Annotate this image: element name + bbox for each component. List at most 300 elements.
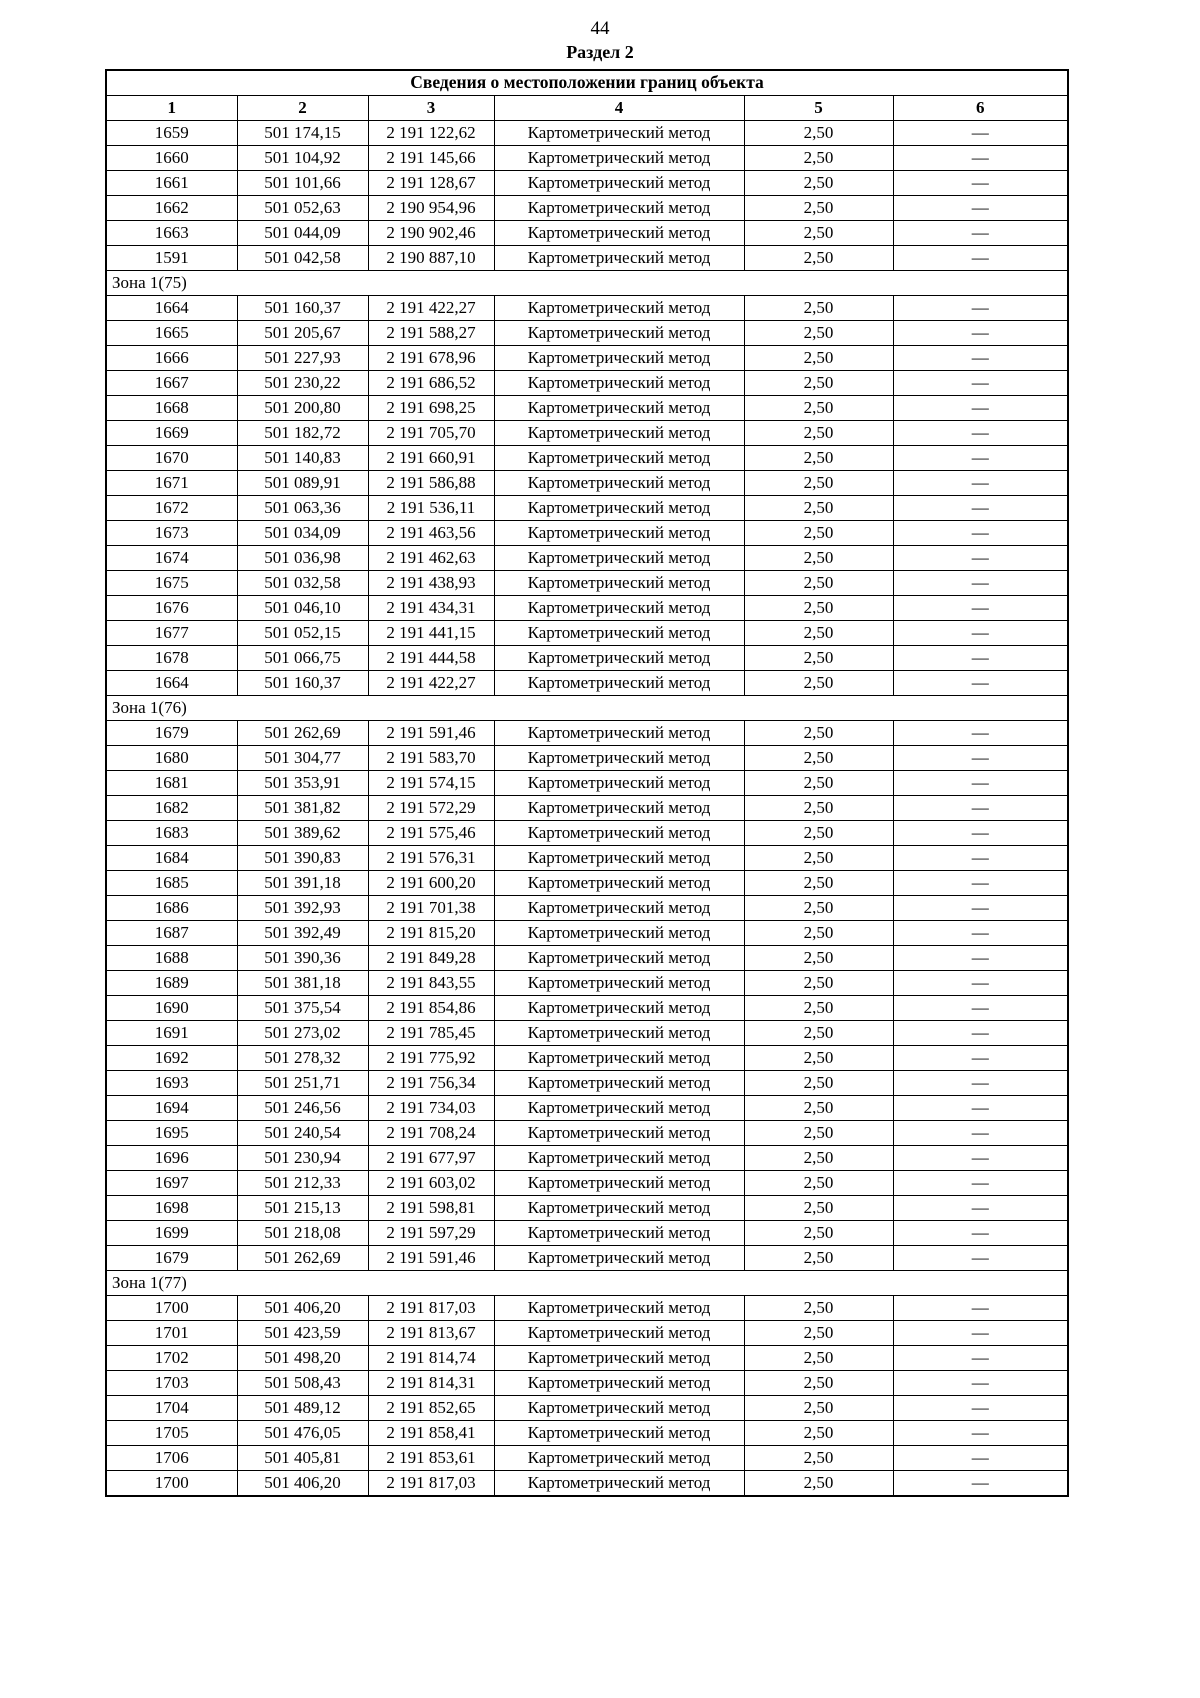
coord-y: 2 191 463,56 <box>368 521 494 546</box>
coord-y: 2 191 813,67 <box>368 1321 494 1346</box>
accuracy: 2,50 <box>744 946 893 971</box>
point-number: 1673 <box>106 521 237 546</box>
accuracy: 2,50 <box>744 1171 893 1196</box>
section-title: Раздел 2 <box>566 42 634 62</box>
table-row <box>106 246 1068 271</box>
method: Картометрический метод <box>494 321 744 346</box>
point-number: 1699 <box>106 1221 237 1246</box>
coord-x: 501 498,20 <box>237 1346 368 1371</box>
col6-value: — <box>893 171 1068 196</box>
col6-value: — <box>893 471 1068 496</box>
coord-x: 501 066,75 <box>237 646 368 671</box>
accuracy: 2,50 <box>744 446 893 471</box>
table-row <box>106 646 1068 671</box>
point-number: 1700 <box>106 1471 237 1497</box>
col6-value: — <box>893 896 1068 921</box>
coord-y: 2 191 591,46 <box>368 721 494 746</box>
coord-x: 501 174,15 <box>237 121 368 146</box>
col6-value: — <box>893 1146 1068 1171</box>
coord-y: 2 191 583,70 <box>368 746 494 771</box>
coord-y: 2 191 597,29 <box>368 1221 494 1246</box>
accuracy: 2,50 <box>744 1446 893 1471</box>
col6-value: — <box>893 346 1068 371</box>
accuracy: 2,50 <box>744 1121 893 1146</box>
accuracy: 2,50 <box>744 821 893 846</box>
accuracy: 2,50 <box>744 1196 893 1221</box>
method: Картометрический метод <box>494 1096 744 1121</box>
coord-x: 501 032,58 <box>237 571 368 596</box>
col6-value: — <box>893 671 1068 696</box>
coord-x: 501 423,59 <box>237 1321 368 1346</box>
table-row <box>106 1221 1068 1246</box>
accuracy: 2,50 <box>744 371 893 396</box>
method: Картометрический метод <box>494 896 744 921</box>
method: Картометрический метод <box>494 1471 744 1497</box>
accuracy: 2,50 <box>744 971 893 996</box>
point-number: 1694 <box>106 1096 237 1121</box>
table-row <box>106 596 1068 621</box>
col6-value: — <box>893 521 1068 546</box>
point-number: 1689 <box>106 971 237 996</box>
table-row <box>106 1396 1068 1421</box>
point-number: 1691 <box>106 1021 237 1046</box>
table-row <box>106 871 1068 896</box>
point-number: 1684 <box>106 846 237 871</box>
coord-y: 2 191 775,92 <box>368 1046 494 1071</box>
table-row <box>106 1371 1068 1396</box>
table-row <box>106 846 1068 871</box>
coord-x: 501 375,54 <box>237 996 368 1021</box>
coord-x: 501 182,72 <box>237 421 368 446</box>
table-row <box>106 896 1068 921</box>
point-number: 1706 <box>106 1446 237 1471</box>
coord-x: 501 476,05 <box>237 1421 368 1446</box>
coord-y: 2 191 586,88 <box>368 471 494 496</box>
point-number: 1676 <box>106 596 237 621</box>
accuracy: 2,50 <box>744 196 893 221</box>
table-row <box>106 1196 1068 1221</box>
method: Картометрический метод <box>494 1321 744 1346</box>
method: Картометрический метод <box>494 196 744 221</box>
coord-x: 501 353,91 <box>237 771 368 796</box>
table-row <box>106 746 1068 771</box>
coord-x: 501 392,49 <box>237 921 368 946</box>
point-number: 1683 <box>106 821 237 846</box>
coord-x: 501 405,81 <box>237 1446 368 1471</box>
coord-y: 2 190 902,46 <box>368 221 494 246</box>
col6-value: — <box>893 996 1068 1021</box>
method: Картометрический метод <box>494 996 744 1021</box>
col6-value: — <box>893 1096 1068 1121</box>
coord-y: 2 191 677,97 <box>368 1146 494 1171</box>
coord-x: 501 240,54 <box>237 1121 368 1146</box>
coord-y: 2 190 954,96 <box>368 196 494 221</box>
coord-x: 501 389,62 <box>237 821 368 846</box>
accuracy: 2,50 <box>744 421 893 446</box>
accuracy: 2,50 <box>744 121 893 146</box>
coord-x: 501 406,20 <box>237 1471 368 1497</box>
table-row <box>106 1446 1068 1471</box>
coord-x: 501 230,94 <box>237 1146 368 1171</box>
method: Картометрический метод <box>494 796 744 821</box>
accuracy: 2,50 <box>744 746 893 771</box>
method: Картометрический метод <box>494 1296 744 1321</box>
point-number: 1591 <box>106 246 237 271</box>
col6-value: — <box>893 1421 1068 1446</box>
method: Картометрический метод <box>494 296 744 321</box>
column-header-6: 6 <box>893 96 1068 121</box>
coord-x: 501 212,33 <box>237 1171 368 1196</box>
coord-x: 501 063,36 <box>237 496 368 521</box>
col6-value: — <box>893 1071 1068 1096</box>
coord-y: 2 191 422,27 <box>368 671 494 696</box>
coord-y: 2 191 817,03 <box>368 1471 494 1497</box>
coord-x: 501 052,63 <box>237 196 368 221</box>
coord-y: 2 191 591,46 <box>368 1246 494 1271</box>
table-row <box>106 1096 1068 1121</box>
col6-value: — <box>893 1471 1068 1497</box>
accuracy: 2,50 <box>744 521 893 546</box>
method: Картометрический метод <box>494 121 744 146</box>
coord-y: 2 190 887,10 <box>368 246 494 271</box>
coord-x: 501 034,09 <box>237 521 368 546</box>
method: Картометрический метод <box>494 621 744 646</box>
coord-x: 501 390,36 <box>237 946 368 971</box>
accuracy: 2,50 <box>744 871 893 896</box>
coord-y: 2 191 854,86 <box>368 996 494 1021</box>
coord-y: 2 191 814,74 <box>368 1346 494 1371</box>
method: Картометрический метод <box>494 371 744 396</box>
coord-x: 501 205,67 <box>237 321 368 346</box>
accuracy: 2,50 <box>744 1296 893 1321</box>
method: Картометрический метод <box>494 921 744 946</box>
method: Картометрический метод <box>494 1221 744 1246</box>
table-row <box>106 1146 1068 1171</box>
coord-y: 2 191 858,41 <box>368 1421 494 1446</box>
point-number: 1661 <box>106 171 237 196</box>
point-number: 1662 <box>106 196 237 221</box>
point-number: 1669 <box>106 421 237 446</box>
col6-value: — <box>893 1446 1068 1471</box>
coord-y: 2 191 698,25 <box>368 396 494 421</box>
table-row <box>106 496 1068 521</box>
column-header-2: 2 <box>237 96 368 121</box>
coord-y: 2 191 438,93 <box>368 571 494 596</box>
coord-x: 501 227,93 <box>237 346 368 371</box>
table-row <box>106 1021 1068 1046</box>
accuracy: 2,50 <box>744 596 893 621</box>
coord-x: 501 246,56 <box>237 1096 368 1121</box>
point-number: 1704 <box>106 1396 237 1421</box>
col6-value: — <box>893 1296 1068 1321</box>
point-number: 1671 <box>106 471 237 496</box>
table-row <box>106 121 1068 146</box>
col6-value: — <box>893 621 1068 646</box>
method: Картометрический метод <box>494 146 744 171</box>
col6-value: — <box>893 721 1068 746</box>
accuracy: 2,50 <box>744 921 893 946</box>
accuracy: 2,50 <box>744 546 893 571</box>
col6-value: — <box>893 946 1068 971</box>
point-number: 1680 <box>106 746 237 771</box>
coord-y: 2 191 705,70 <box>368 421 494 446</box>
col6-value: — <box>893 296 1068 321</box>
coord-y: 2 191 600,20 <box>368 871 494 896</box>
table-title-row <box>106 70 1068 96</box>
col6-value: — <box>893 1196 1068 1221</box>
col6-value: — <box>893 771 1068 796</box>
table-body <box>106 121 1068 1497</box>
coord-y: 2 191 701,38 <box>368 896 494 921</box>
zone-label: Зона 1(75) <box>106 271 1068 296</box>
zone-label: Зона 1(76) <box>106 696 1068 721</box>
point-number: 1697 <box>106 1171 237 1196</box>
table-row <box>106 521 1068 546</box>
method: Картометрический метод <box>494 1046 744 1071</box>
table-row <box>106 321 1068 346</box>
accuracy: 2,50 <box>744 146 893 171</box>
coord-x: 501 036,98 <box>237 546 368 571</box>
col6-value: — <box>893 596 1068 621</box>
accuracy: 2,50 <box>744 1146 893 1171</box>
method: Картометрический метод <box>494 396 744 421</box>
accuracy: 2,50 <box>744 221 893 246</box>
coord-x: 501 042,58 <box>237 246 368 271</box>
coord-y: 2 191 686,52 <box>368 371 494 396</box>
method: Картометрический метод <box>494 546 744 571</box>
table-row <box>106 1321 1068 1346</box>
table-row <box>106 371 1068 396</box>
method: Картометрический метод <box>494 1171 744 1196</box>
method: Картометрический метод <box>494 846 744 871</box>
col6-value: — <box>893 321 1068 346</box>
table-row <box>106 971 1068 996</box>
coord-x: 501 381,82 <box>237 796 368 821</box>
coord-y: 2 191 734,03 <box>368 1096 494 1121</box>
point-number: 1670 <box>106 446 237 471</box>
col6-value: — <box>893 246 1068 271</box>
accuracy: 2,50 <box>744 1096 893 1121</box>
coord-x: 501 489,12 <box>237 1396 368 1421</box>
method: Картометрический метод <box>494 1021 744 1046</box>
col6-value: — <box>893 871 1068 896</box>
coord-x: 501 104,92 <box>237 146 368 171</box>
method: Картометрический метод <box>494 596 744 621</box>
col6-value: — <box>893 371 1068 396</box>
table-row <box>106 296 1068 321</box>
accuracy: 2,50 <box>744 1371 893 1396</box>
coord-x: 501 215,13 <box>237 1196 368 1221</box>
zone-row <box>106 1271 1068 1296</box>
method: Картометрический метод <box>494 1071 744 1096</box>
method: Картометрический метод <box>494 971 744 996</box>
method: Картометрический метод <box>494 721 744 746</box>
col6-value: — <box>893 971 1068 996</box>
table-row <box>106 921 1068 946</box>
method: Картометрический метод <box>494 1446 744 1471</box>
point-number: 1682 <box>106 796 237 821</box>
coord-y: 2 191 849,28 <box>368 946 494 971</box>
point-number: 1679 <box>106 721 237 746</box>
point-number: 1678 <box>106 646 237 671</box>
coord-x: 501 160,37 <box>237 296 368 321</box>
table-row <box>106 546 1068 571</box>
coord-x: 501 044,09 <box>237 221 368 246</box>
coord-x: 501 101,66 <box>237 171 368 196</box>
accuracy: 2,50 <box>744 321 893 346</box>
method: Картометрический метод <box>494 646 744 671</box>
coord-y: 2 191 785,45 <box>368 1021 494 1046</box>
coord-y: 2 191 678,96 <box>368 346 494 371</box>
coord-y: 2 191 444,58 <box>368 646 494 671</box>
coord-x: 501 262,69 <box>237 721 368 746</box>
column-header-5: 5 <box>744 96 893 121</box>
table-row <box>106 1046 1068 1071</box>
method: Картометрический метод <box>494 471 744 496</box>
coord-y: 2 191 708,24 <box>368 1121 494 1146</box>
accuracy: 2,50 <box>744 1421 893 1446</box>
point-number: 1703 <box>106 1371 237 1396</box>
coord-x: 501 406,20 <box>237 1296 368 1321</box>
coord-x: 501 508,43 <box>237 1371 368 1396</box>
accuracy: 2,50 <box>744 346 893 371</box>
accuracy: 2,50 <box>744 571 893 596</box>
col6-value: — <box>893 446 1068 471</box>
point-number: 1681 <box>106 771 237 796</box>
table-row <box>106 471 1068 496</box>
coord-x: 501 304,77 <box>237 746 368 771</box>
col6-value: — <box>893 1396 1068 1421</box>
accuracy: 2,50 <box>744 396 893 421</box>
coord-x: 501 278,32 <box>237 1046 368 1071</box>
coord-y: 2 191 814,31 <box>368 1371 494 1396</box>
table-row <box>106 571 1068 596</box>
method: Картометрический метод <box>494 671 744 696</box>
col6-value: — <box>893 921 1068 946</box>
point-number: 1696 <box>106 1146 237 1171</box>
coord-y: 2 191 128,67 <box>368 171 494 196</box>
table-row <box>106 721 1068 746</box>
point-number: 1687 <box>106 921 237 946</box>
point-number: 1659 <box>106 121 237 146</box>
point-number: 1693 <box>106 1071 237 1096</box>
point-number: 1692 <box>106 1046 237 1071</box>
col6-value: — <box>893 646 1068 671</box>
coord-x: 501 218,08 <box>237 1221 368 1246</box>
point-number: 1677 <box>106 621 237 646</box>
method: Картометрический метод <box>494 946 744 971</box>
accuracy: 2,50 <box>744 171 893 196</box>
method: Картометрический метод <box>494 246 744 271</box>
table-row <box>106 146 1068 171</box>
col6-value: — <box>893 1221 1068 1246</box>
col6-value: — <box>893 821 1068 846</box>
table-row <box>106 1421 1068 1446</box>
method: Картометрический метод <box>494 346 744 371</box>
coord-y: 2 191 441,15 <box>368 621 494 646</box>
accuracy: 2,50 <box>744 1346 893 1371</box>
coord-x: 501 273,02 <box>237 1021 368 1046</box>
accuracy: 2,50 <box>744 471 893 496</box>
coord-x: 501 391,18 <box>237 871 368 896</box>
method: Картометрический метод <box>494 521 744 546</box>
table-title: Сведения о местоположении границ объекта <box>106 70 1068 96</box>
accuracy: 2,50 <box>744 671 893 696</box>
table-row <box>106 1346 1068 1371</box>
coord-y: 2 191 536,11 <box>368 496 494 521</box>
zone-label: Зона 1(77) <box>106 1271 1068 1296</box>
method: Картометрический метод <box>494 1246 744 1271</box>
column-header-4: 4 <box>494 96 744 121</box>
method: Картометрический метод <box>494 821 744 846</box>
table-row <box>106 1171 1068 1196</box>
method: Картометрический метод <box>494 746 744 771</box>
method: Картометрический метод <box>494 496 744 521</box>
point-number: 1685 <box>106 871 237 896</box>
coord-x: 501 089,91 <box>237 471 368 496</box>
accuracy: 2,50 <box>744 796 893 821</box>
table-row <box>106 396 1068 421</box>
coord-y: 2 191 574,15 <box>368 771 494 796</box>
coord-y: 2 191 815,20 <box>368 921 494 946</box>
method: Картометрический метод <box>494 1396 744 1421</box>
col6-value: — <box>893 196 1068 221</box>
table-row <box>106 446 1068 471</box>
accuracy: 2,50 <box>744 621 893 646</box>
table-row <box>106 1471 1068 1497</box>
coord-y: 2 191 598,81 <box>368 1196 494 1221</box>
point-number: 1672 <box>106 496 237 521</box>
table-row <box>106 1071 1068 1096</box>
method: Картометрический метод <box>494 1421 744 1446</box>
method: Картометрический метод <box>494 1196 744 1221</box>
accuracy: 2,50 <box>744 1221 893 1246</box>
accuracy: 2,50 <box>744 846 893 871</box>
boundaries-table <box>105 69 1069 1497</box>
table-head <box>106 70 1068 121</box>
coord-y: 2 191 843,55 <box>368 971 494 996</box>
table-row <box>106 1246 1068 1271</box>
col6-value: — <box>893 1171 1068 1196</box>
table-row <box>106 946 1068 971</box>
method: Картометрический метод <box>494 421 744 446</box>
col6-value: — <box>893 846 1068 871</box>
method: Картометрический метод <box>494 221 744 246</box>
point-number: 1674 <box>106 546 237 571</box>
coord-x: 501 052,15 <box>237 621 368 646</box>
coord-y: 2 191 575,46 <box>368 821 494 846</box>
accuracy: 2,50 <box>744 296 893 321</box>
point-number: 1667 <box>106 371 237 396</box>
coord-y: 2 191 122,62 <box>368 121 494 146</box>
method: Картометрический метод <box>494 171 744 196</box>
table-row <box>106 621 1068 646</box>
method: Картометрический метод <box>494 1371 744 1396</box>
method: Картометрический метод <box>494 1146 744 1171</box>
col6-value: — <box>893 1346 1068 1371</box>
coord-x: 501 262,69 <box>237 1246 368 1271</box>
col6-value: — <box>893 421 1068 446</box>
point-number: 1675 <box>106 571 237 596</box>
coord-y: 2 191 603,02 <box>368 1171 494 1196</box>
point-number: 1666 <box>106 346 237 371</box>
col6-value: — <box>893 121 1068 146</box>
point-number: 1688 <box>106 946 237 971</box>
accuracy: 2,50 <box>744 896 893 921</box>
point-number: 1664 <box>106 296 237 321</box>
coord-y: 2 191 145,66 <box>368 146 494 171</box>
point-number: 1705 <box>106 1421 237 1446</box>
